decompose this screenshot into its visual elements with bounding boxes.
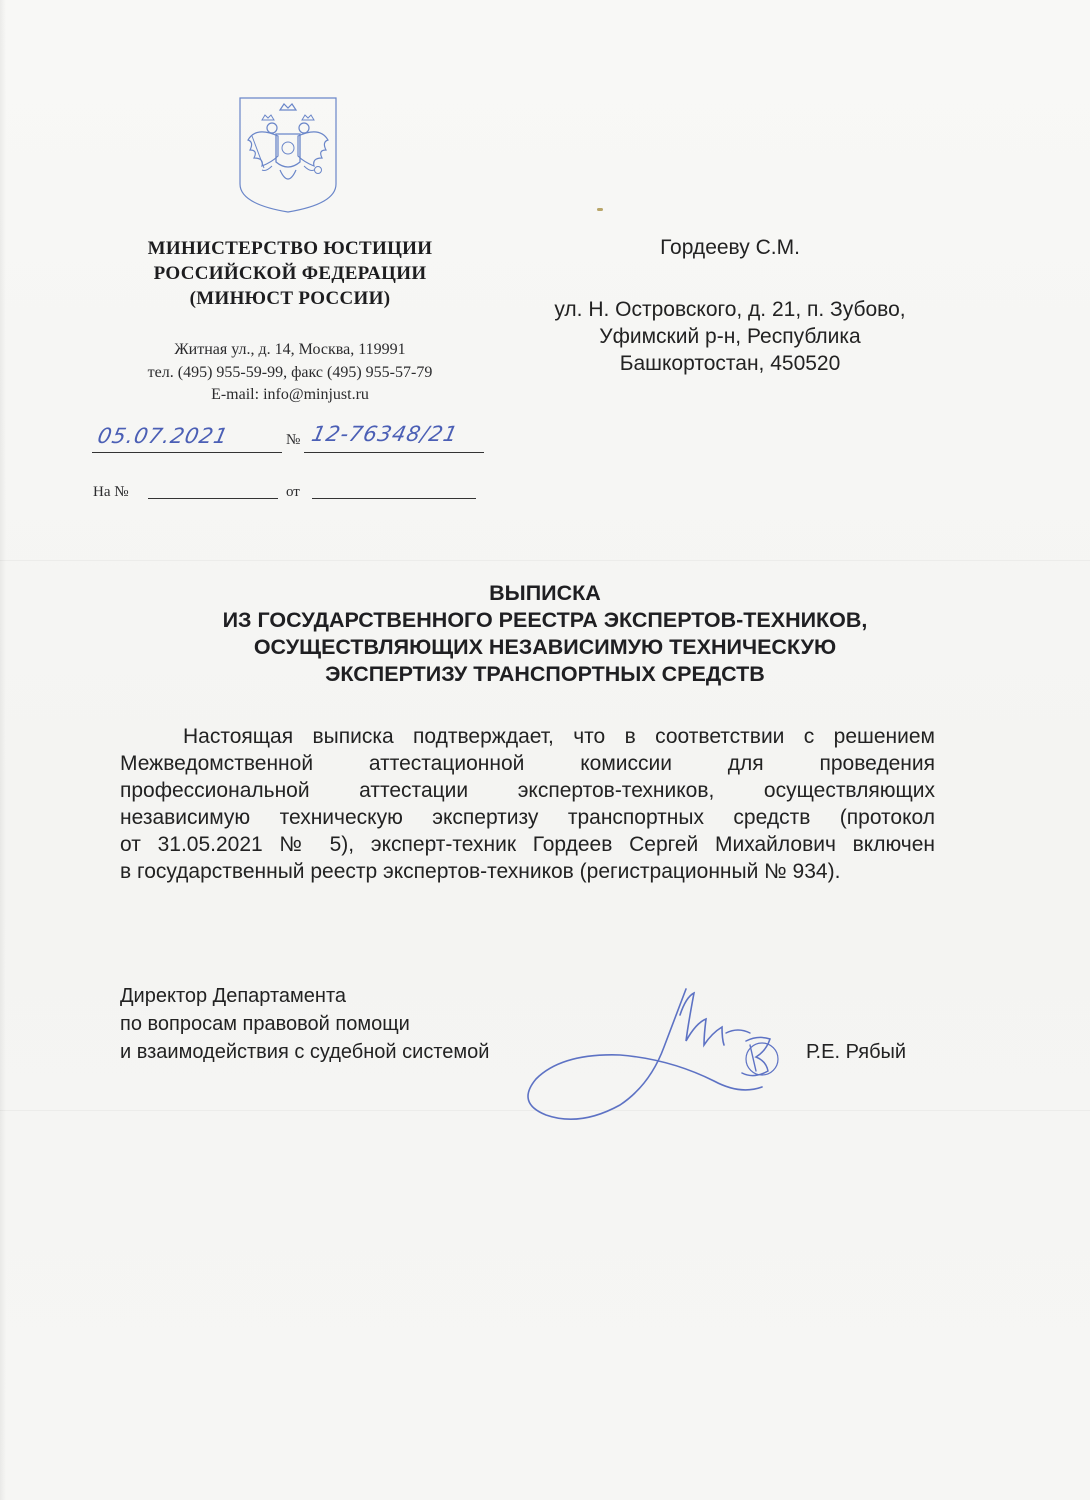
document-subtitle-line: ИЗ ГОСУДАРСТВЕННОГО РЕЕСТРА ЭКСПЕРТОВ-ТЕХНИКОВ, xyxy=(222,608,868,632)
signatory-name: Р.Е. Рябый xyxy=(806,1041,907,1063)
body-text-line: Настоящая выписка подтверждает, что в соответствии с решением xyxy=(183,725,935,748)
document-subtitle-line: ЭКСПЕРТИЗУ ТРАНСПОРТНЫХ СРЕДСТВ xyxy=(325,662,765,686)
number-underline xyxy=(304,452,484,453)
reply-from-label: от xyxy=(286,484,300,500)
signatory-position-line: по вопросам правовой помощи xyxy=(120,1013,410,1035)
ministry-abbreviation: (МИНЮСТ РОССИИ) xyxy=(189,288,391,309)
recipient-address-line: ул. Н. Островского, д. 21, п. Зубово, xyxy=(554,298,906,321)
reply-number-label: На № xyxy=(93,484,129,500)
fold-line xyxy=(0,560,1090,561)
ministry-name-line: МИНИСТЕРСТВО ЮСТИЦИИ xyxy=(147,238,433,259)
recipient-address-line: Уфимский р-н, Республика xyxy=(599,325,861,348)
recipient-name: Гордееву С.М. xyxy=(660,236,800,259)
body-text-line: Межведомственной аттестационной комиссии для проведения xyxy=(120,752,935,775)
handwritten-signature xyxy=(500,975,820,1135)
ministry-address: Житная ул., д. 14, Москва, 119991 xyxy=(174,341,406,358)
document-subtitle-line: ОСУЩЕСТВЛЯЮЩИХ НЕЗАВИСИМУЮ ТЕХНИЧЕСКУЮ xyxy=(253,635,837,659)
body-text-line: в государственный реестр экспертов-техников (регистрационный № 934). xyxy=(120,860,841,883)
document-title: ВЫПИСКА xyxy=(489,581,601,605)
coat-of-arms-icon xyxy=(238,96,338,214)
signatory-position-line: Директор Департамента xyxy=(120,985,347,1007)
ministry-email: E-mail: info@minjust.ru xyxy=(211,386,369,403)
handwritten-date: 05.07.2021 xyxy=(95,424,231,448)
body-text-line: профессиональной аттестации экспертов-техников, осуществляющих xyxy=(120,779,935,802)
recipient-address-line: Башкортостан, 450520 xyxy=(619,352,841,375)
reply-number-line xyxy=(148,498,278,499)
reply-date-line xyxy=(312,498,476,499)
handwritten-number: 12-76348/21 xyxy=(309,422,461,446)
body-text-line: независимую техническую экспертизу транспортных средств (протокол xyxy=(120,806,935,829)
ministry-name-line: РОССИЙСКОЙ ФЕДЕРАЦИИ xyxy=(153,263,427,284)
ministry-phones: тел. (495) 955-59-99, факс (495) 955-57-79 xyxy=(147,364,433,381)
scan-edge-shadow xyxy=(0,0,6,1500)
stray-mark xyxy=(597,208,603,211)
date-underline xyxy=(92,452,282,453)
body-text-line: от 31.05.2021 № 5), эксперт-техник Гордеев Сергей Михайлович включен xyxy=(120,833,935,856)
number-label: № xyxy=(286,432,301,448)
signatory-position-line: и взаимодействия с судебной системой xyxy=(120,1041,490,1063)
